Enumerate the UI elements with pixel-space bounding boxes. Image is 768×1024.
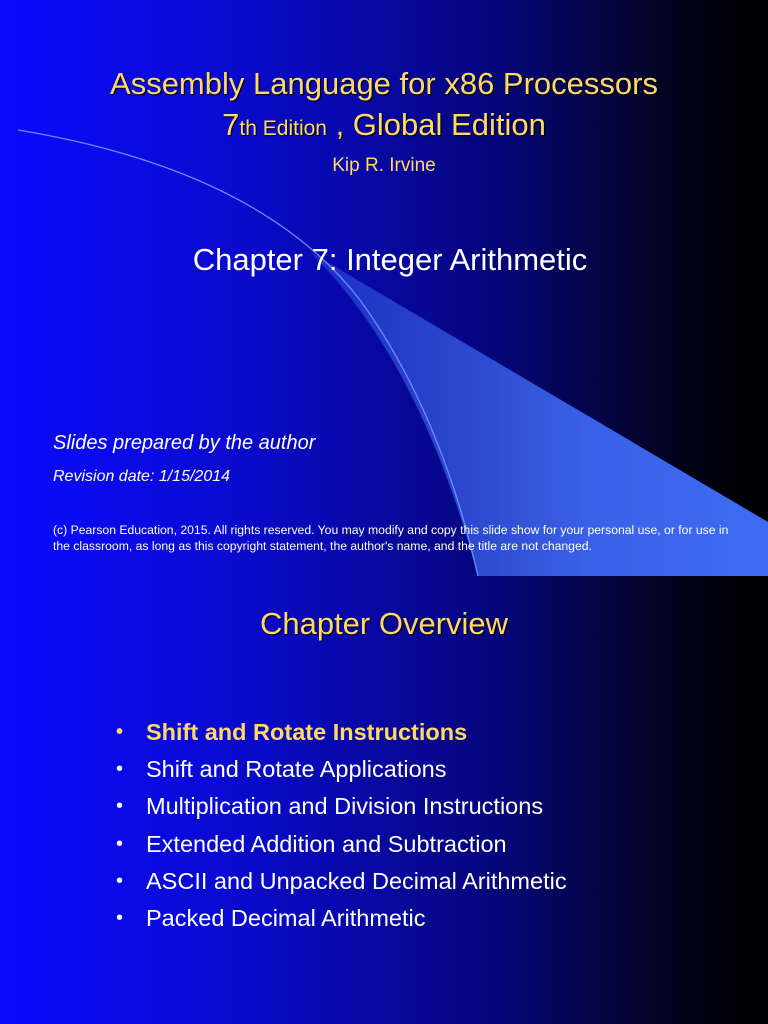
list-item: [116, 788, 567, 825]
list-item-label: Extended Addition and Subtraction: [146, 830, 507, 857]
bullet-icon: •: [116, 795, 124, 818]
overview-list: [116, 714, 567, 937]
edition-rest: , Global Edition: [326, 107, 546, 142]
edition-suffix: th Edition: [239, 117, 327, 140]
bullet-icon: •: [116, 832, 124, 855]
overview-slide: [0, 576, 768, 1024]
author-name: Kip R. Irvine: [332, 155, 436, 176]
list-item: [116, 826, 567, 863]
overview-title: Chapter Overview: [259, 606, 509, 641]
copyright-notice: (c) Pearson Education, 2015. All rights reserved. You may modify and copy this slide show for your personal use, or for use in the classroom, as long as this copyright statement, the author's name, and the title are not changed.: [53, 523, 729, 553]
list-item-label: ASCII and Unpacked Decimal Arithmetic: [146, 867, 567, 894]
list-item-label: Shift and Rotate Applications: [146, 756, 447, 783]
prepared-by: Slides prepared by the author: [53, 432, 316, 454]
list-item-label: Multiplication and Division Instructions: [146, 793, 544, 820]
list-item-label: Shift and Rotate Instructions: [146, 719, 468, 745]
edition-line: [0, 104, 768, 150]
chapter-title: Chapter 7: Integer Arithmetic: [192, 242, 588, 277]
list-item: [116, 900, 567, 937]
bullet-icon: •: [116, 721, 124, 743]
bullet-icon: •: [116, 758, 124, 781]
bullet-icon: •: [116, 869, 124, 892]
list-item: [116, 751, 567, 788]
book-title: Assembly Language for x86 Processors: [110, 66, 658, 101]
list-item-label: Packed Decimal Arithmetic: [146, 905, 426, 932]
list-item: [116, 714, 567, 751]
list-item: [116, 863, 567, 900]
edition-number: 7: [222, 107, 240, 142]
bullet-icon: •: [116, 907, 124, 930]
revision-date: Revision date: 1/15/2014: [53, 468, 231, 485]
